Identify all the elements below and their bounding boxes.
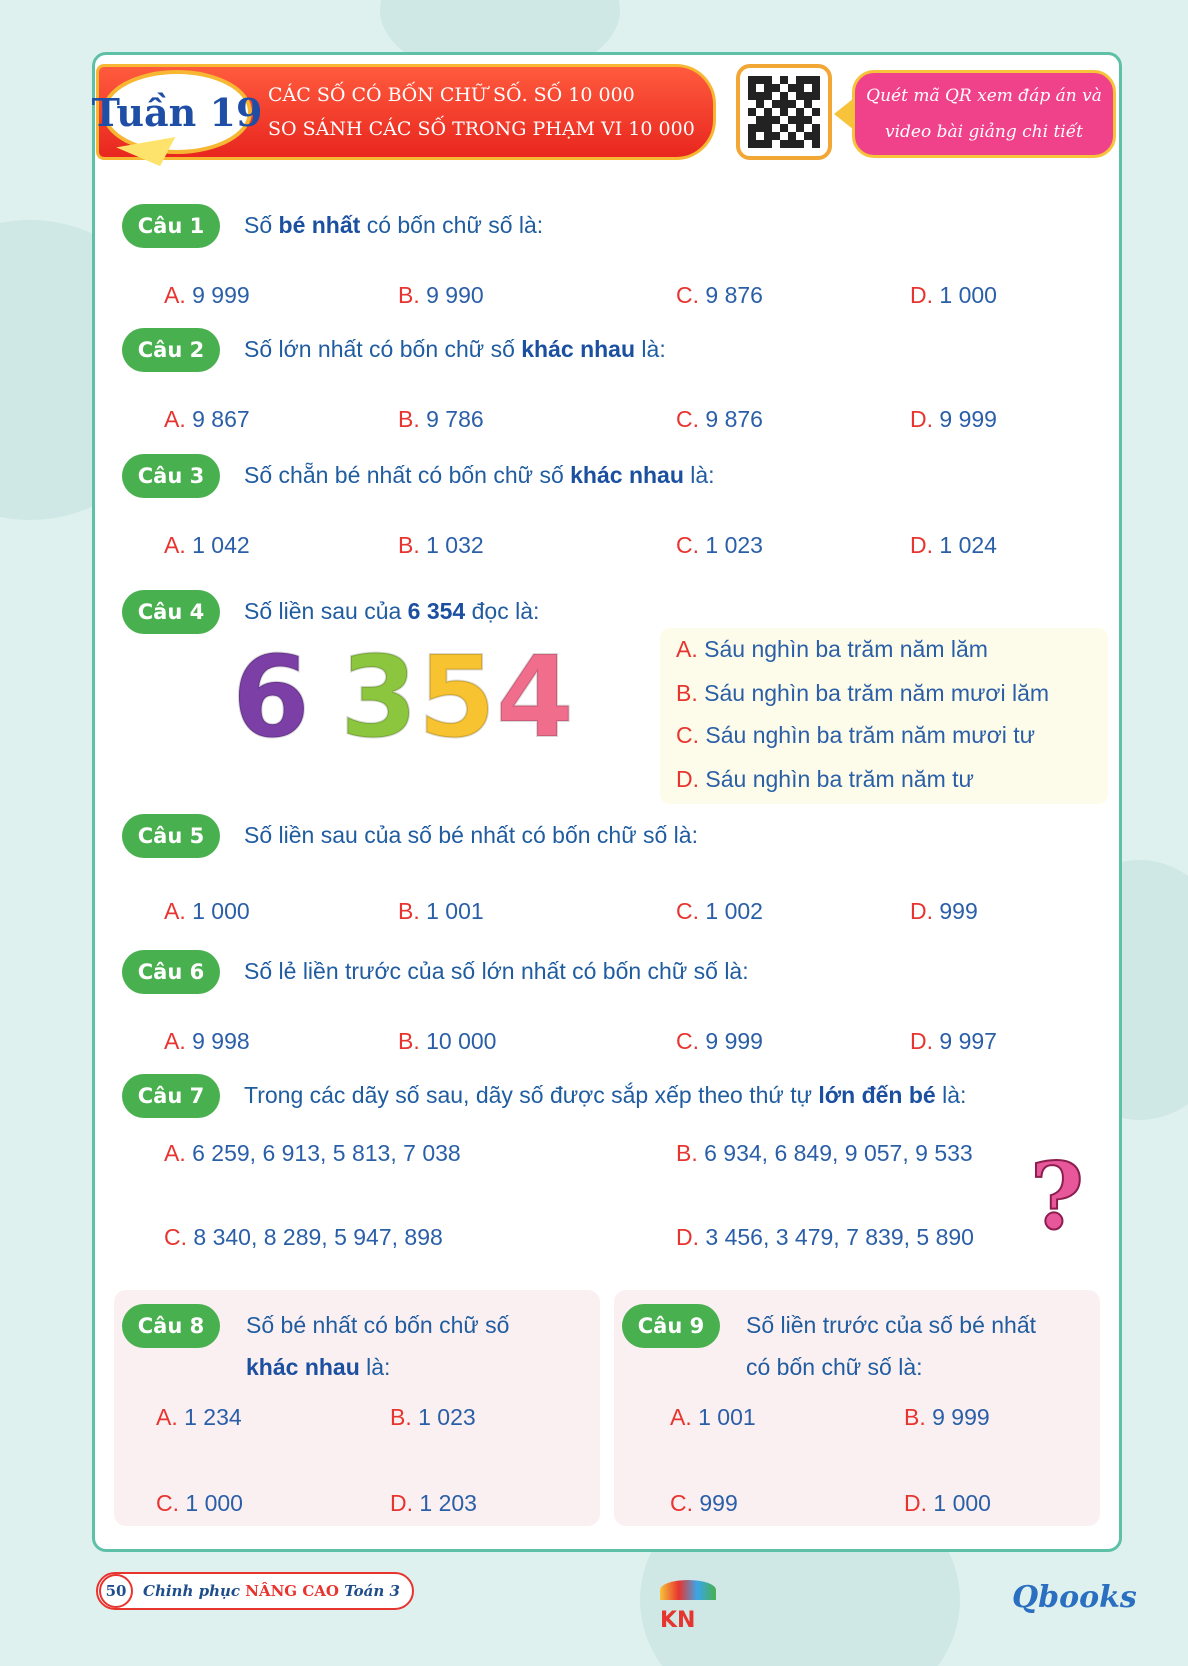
book-title-em: NÂNG CAO bbox=[245, 1582, 339, 1600]
q1-option-a[interactable] bbox=[164, 282, 250, 309]
q7-text-pre: Trong các dãy số sau, dãy số được sắp xếp theo thứ tự bbox=[244, 1082, 819, 1108]
option-key: D. bbox=[676, 766, 699, 792]
option-value: 1 000 bbox=[927, 1490, 991, 1516]
big-digit: 5 bbox=[417, 633, 496, 763]
option-value: 6 259, 6 913, 5 813, 7 038 bbox=[185, 1140, 461, 1166]
q2-option-b[interactable] bbox=[398, 406, 484, 433]
q3-option-a[interactable] bbox=[164, 532, 250, 559]
option-value: 1 000 bbox=[933, 282, 997, 308]
q2-text-bold: khác nhau bbox=[521, 336, 636, 362]
question-text-8-line2 bbox=[246, 1354, 390, 1381]
option-value: 9 999 bbox=[185, 282, 250, 308]
week-title-line2: SO SÁNH CÁC SỐ TRONG PHẠM VI 10 000 bbox=[268, 118, 695, 140]
q3-text-post: là: bbox=[683, 462, 715, 488]
option-key: C. bbox=[676, 1028, 699, 1054]
page-number: 50 bbox=[99, 1574, 133, 1608]
option-key: A. bbox=[164, 1140, 186, 1166]
option-value: 1 234 bbox=[177, 1404, 242, 1430]
option-value: 1 032 bbox=[419, 532, 484, 558]
option-value: 1 000 bbox=[179, 1490, 243, 1516]
option-key: B. bbox=[676, 680, 698, 706]
option-value: 999 bbox=[933, 898, 978, 924]
big-digit: 4 bbox=[495, 633, 574, 763]
option-key: C. bbox=[164, 1224, 187, 1250]
question-text-6: Số lẻ liền trước của số lớn nhất có bốn chữ số là: bbox=[244, 958, 749, 984]
q6-option-b[interactable] bbox=[398, 1028, 496, 1055]
option-key: C. bbox=[156, 1490, 179, 1516]
option-key: D. bbox=[910, 406, 933, 432]
q6-option-d[interactable] bbox=[910, 1028, 997, 1055]
option-key: A. bbox=[164, 898, 186, 924]
q8-option-b[interactable] bbox=[390, 1404, 476, 1431]
question-text-9-line2: có bốn chữ số là: bbox=[746, 1354, 923, 1380]
q1-text-pre: Số bbox=[244, 212, 279, 238]
q8-text-post: là: bbox=[359, 1354, 391, 1380]
option-value: 1 023 bbox=[411, 1404, 476, 1430]
q3-text-pre: Số chẵn bé nhất có bốn chữ số bbox=[244, 462, 571, 488]
question-text-3 bbox=[244, 462, 715, 489]
qr-code-icon bbox=[748, 76, 820, 148]
question-label-9: Câu 9 bbox=[622, 1304, 720, 1348]
q7-text-bold: lớn đến bé bbox=[818, 1082, 936, 1108]
q3-option-d[interactable] bbox=[910, 532, 997, 559]
q3-text-bold: khác nhau bbox=[570, 462, 684, 488]
q6-option-a[interactable] bbox=[164, 1028, 250, 1055]
option-value: 9 999 bbox=[699, 1028, 763, 1054]
q8-option-a[interactable] bbox=[156, 1404, 242, 1431]
option-value: Sáu nghìn ba trăm năm mươi tư bbox=[699, 722, 1036, 748]
question-label-6: Câu 6 bbox=[122, 950, 220, 994]
qr-note-arrow bbox=[834, 98, 854, 130]
q4-option-d[interactable] bbox=[676, 766, 974, 793]
option-key: D. bbox=[910, 898, 933, 924]
option-value: 1 023 bbox=[699, 532, 763, 558]
q1-text-bold: bé nhất bbox=[278, 212, 361, 238]
qr-note bbox=[852, 70, 1116, 158]
q7-option-a[interactable] bbox=[164, 1140, 461, 1167]
option-value: Sáu nghìn ba trăm năm tư bbox=[699, 766, 974, 792]
option-value: 3 456, 3 479, 7 839, 5 890 bbox=[699, 1224, 974, 1250]
option-key: B. bbox=[676, 1140, 698, 1166]
q2-option-c[interactable] bbox=[676, 406, 763, 433]
q7-option-b[interactable] bbox=[676, 1140, 973, 1167]
question-text-5: Số liền sau của số bé nhất có bốn chữ số là: bbox=[244, 822, 698, 848]
q9-option-c[interactable] bbox=[670, 1490, 738, 1517]
big-digit: 3 bbox=[339, 633, 418, 763]
week-title bbox=[268, 78, 708, 146]
option-key: B. bbox=[390, 1404, 412, 1430]
question-text-1 bbox=[244, 212, 543, 239]
option-value: 999 bbox=[693, 1490, 738, 1516]
week-badge: Tuần 19 bbox=[102, 70, 252, 154]
option-value: 10 000 bbox=[419, 1028, 497, 1054]
q2-text-post: là: bbox=[635, 336, 666, 362]
option-key: C. bbox=[676, 722, 699, 748]
question-text-9-line1: Số liền trước của số bé nhất bbox=[746, 1312, 1037, 1338]
option-value: 1 001 bbox=[419, 898, 484, 924]
option-value: 9 999 bbox=[933, 406, 997, 432]
question-text-8-line1: Số bé nhất có bốn chữ số bbox=[246, 1312, 510, 1338]
option-key: A. bbox=[164, 1028, 186, 1054]
question-mark-icon: ? bbox=[1030, 1142, 1084, 1250]
option-value: 9 786 bbox=[419, 406, 484, 432]
book-title-post: Toán 3 bbox=[338, 1582, 400, 1600]
publisher-logo-qbooks: Qbooks bbox=[1012, 1580, 1137, 1615]
q2-text-pre: Số lớn nhất có bốn chữ số bbox=[244, 336, 522, 362]
question-label-1: Câu 1 bbox=[122, 204, 220, 248]
qr-code[interactable] bbox=[736, 64, 832, 160]
q7-text-post: là: bbox=[935, 1082, 967, 1108]
q5-option-a[interactable] bbox=[164, 898, 250, 925]
option-value: 9 867 bbox=[185, 406, 250, 432]
option-key: A. bbox=[156, 1404, 178, 1430]
book-title bbox=[143, 1582, 400, 1600]
question-label-5: Câu 5 bbox=[122, 814, 220, 858]
qr-note-line1: Quét mã QR xem đáp án và bbox=[866, 86, 1102, 106]
q8-option-c[interactable] bbox=[156, 1490, 243, 1517]
option-key: C. bbox=[676, 898, 699, 924]
option-key: A. bbox=[164, 282, 186, 308]
question-label-8: Câu 8 bbox=[122, 1304, 220, 1348]
q4-option-b[interactable] bbox=[676, 680, 1049, 707]
q9-option-a[interactable] bbox=[670, 1404, 756, 1431]
q6-option-c[interactable] bbox=[676, 1028, 763, 1055]
option-key: D. bbox=[676, 1224, 699, 1250]
option-value: 1 002 bbox=[699, 898, 763, 924]
option-value: 1 001 bbox=[691, 1404, 756, 1430]
option-value: 1 203 bbox=[413, 1490, 477, 1516]
logo-kn-text: KN bbox=[660, 1608, 696, 1633]
option-key: B. bbox=[398, 898, 420, 924]
question-label-3: Câu 3 bbox=[122, 454, 220, 498]
option-value: 9 997 bbox=[933, 1028, 997, 1054]
q7-option-d[interactable] bbox=[676, 1224, 974, 1251]
q9-option-d[interactable] bbox=[904, 1490, 991, 1517]
option-value: 9 999 bbox=[925, 1404, 990, 1430]
option-key: C. bbox=[676, 532, 699, 558]
q8-option-d[interactable] bbox=[390, 1490, 477, 1517]
option-value: Sáu nghìn ba trăm năm mươi lăm bbox=[697, 680, 1050, 706]
q5-option-b[interactable] bbox=[398, 898, 484, 925]
option-key: A. bbox=[676, 636, 698, 662]
question-text-7 bbox=[244, 1082, 966, 1109]
option-key: D. bbox=[910, 1028, 933, 1054]
option-value: 1 000 bbox=[185, 898, 250, 924]
option-key: B. bbox=[398, 532, 420, 558]
option-value: 1 024 bbox=[933, 532, 997, 558]
q7-option-c[interactable] bbox=[164, 1224, 443, 1251]
option-key: D. bbox=[904, 1490, 927, 1516]
option-key: A. bbox=[670, 1404, 692, 1430]
option-value: 6 934, 6 849, 9 057, 9 533 bbox=[697, 1140, 973, 1166]
q4-option-c[interactable] bbox=[676, 722, 1035, 749]
question-label-7: Câu 7 bbox=[122, 1074, 220, 1118]
option-key: C. bbox=[676, 282, 699, 308]
qr-note-line2: video bài giảng chi tiết bbox=[884, 122, 1084, 142]
q3-option-c[interactable] bbox=[676, 532, 763, 559]
option-value: Sáu nghìn ba trăm năm lăm bbox=[697, 636, 988, 662]
option-key: B. bbox=[398, 406, 420, 432]
option-value: 9 990 bbox=[419, 282, 484, 308]
publisher-logo-kn bbox=[660, 1580, 716, 1633]
option-key: D. bbox=[910, 532, 933, 558]
big-digit: 6 bbox=[232, 633, 310, 763]
option-value: 1 042 bbox=[185, 532, 250, 558]
question-label-2: Câu 2 bbox=[122, 328, 220, 372]
q9-option-b[interactable] bbox=[904, 1404, 990, 1431]
question-text-2 bbox=[244, 336, 666, 363]
option-value: 8 340, 8 289, 5 947, 898 bbox=[187, 1224, 443, 1250]
option-value: 9 876 bbox=[699, 406, 763, 432]
option-key: D. bbox=[390, 1490, 413, 1516]
q5-option-c[interactable] bbox=[676, 898, 763, 925]
question-text-4 bbox=[244, 598, 539, 625]
q4-option-a[interactable] bbox=[676, 636, 988, 663]
option-key: B. bbox=[398, 1028, 420, 1054]
q1-text-post: có bốn chữ số là: bbox=[360, 212, 544, 238]
q4-text-bold: 6 354 bbox=[407, 598, 466, 624]
option-key: C. bbox=[670, 1490, 693, 1516]
book-title-pre: Chinh phục bbox=[143, 1582, 246, 1600]
option-key: C. bbox=[676, 406, 699, 432]
option-key: A. bbox=[164, 532, 186, 558]
option-key: D. bbox=[910, 282, 933, 308]
option-value: 9 876 bbox=[699, 282, 763, 308]
q1-option-b[interactable] bbox=[398, 282, 484, 309]
q2-option-d[interactable] bbox=[910, 406, 997, 433]
q3-option-b[interactable] bbox=[398, 532, 484, 559]
footer-page-label bbox=[96, 1572, 414, 1610]
q4-text-pre: Số liền sau của bbox=[244, 598, 408, 624]
q5-option-d[interactable] bbox=[910, 898, 978, 925]
q1-option-d[interactable] bbox=[910, 282, 997, 309]
option-key: B. bbox=[398, 282, 420, 308]
big-number-6354 bbox=[232, 633, 574, 763]
q8-text-bold: khác nhau bbox=[246, 1354, 360, 1380]
question-label-4: Câu 4 bbox=[122, 590, 220, 634]
q1-option-c[interactable] bbox=[676, 282, 763, 309]
logo-rainbow-icon bbox=[660, 1580, 716, 1600]
option-value: 9 998 bbox=[185, 1028, 250, 1054]
q2-option-a[interactable] bbox=[164, 406, 250, 433]
week-title-line1: CÁC SỐ CÓ BỐN CHỮ SỐ. SỐ 10 000 bbox=[268, 84, 635, 106]
option-key: A. bbox=[164, 406, 186, 432]
q4-text-post: đọc là: bbox=[465, 598, 540, 624]
option-key: B. bbox=[904, 1404, 926, 1430]
